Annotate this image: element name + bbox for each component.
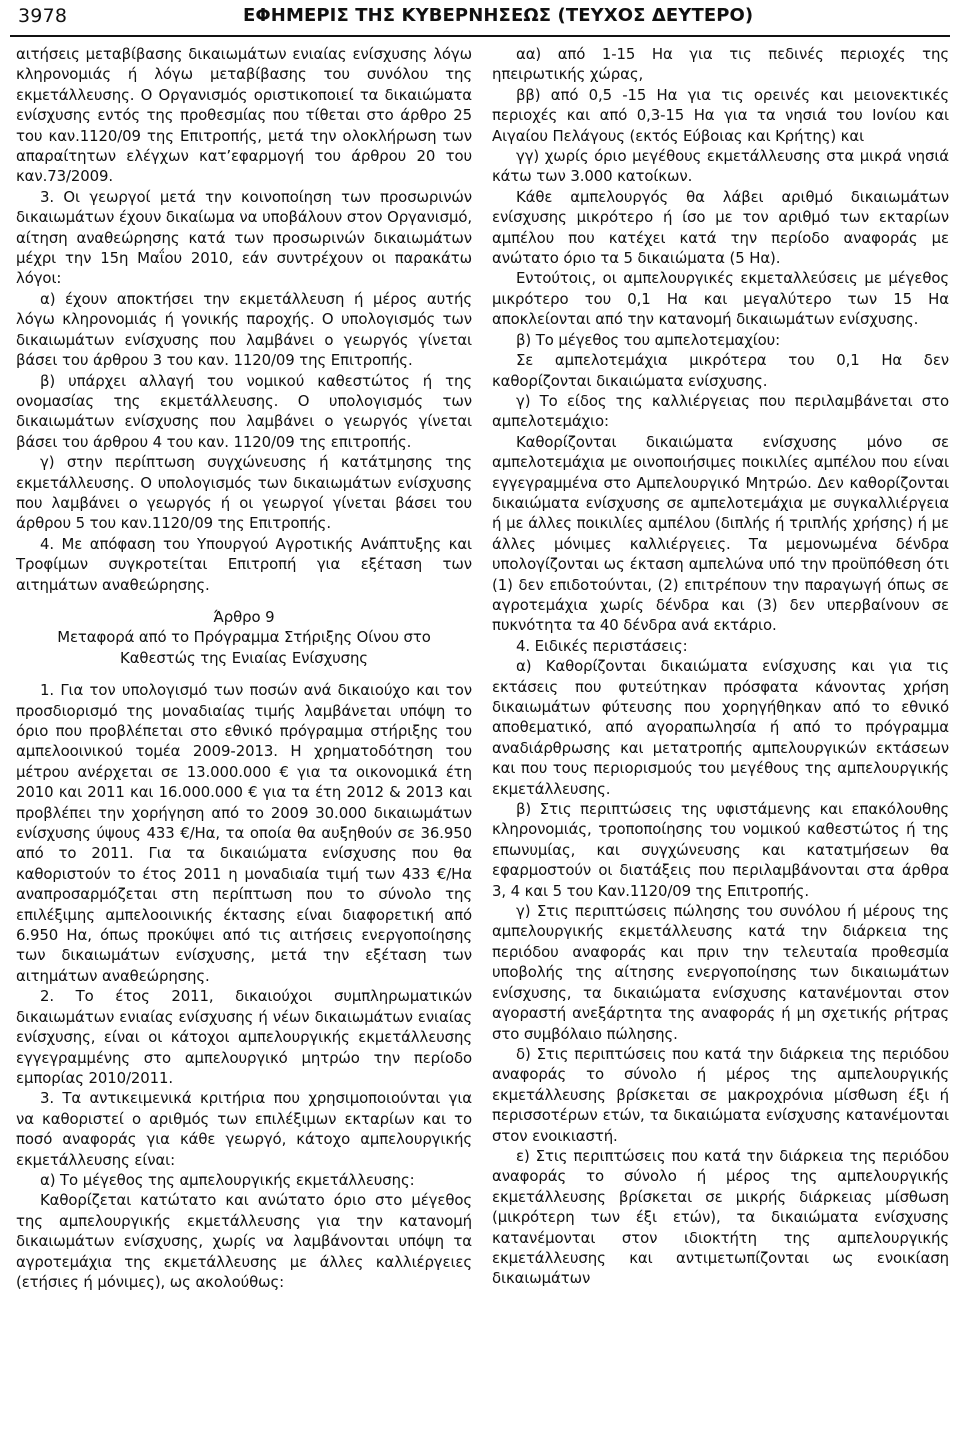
paragraph: α) έχουν αποκτήσει την εκμετάλλευση ή μέρος αυτής λόγω κληρονομιάς ή γονικής παροχής. Ο υπολογισμός των δικαιωμάτων ενίσχυσης που λαμβάνει ο γεωργός γίνεται βάσει του άρθρου 3 του καν. 1120/09 της Επιτροπής. [16, 289, 472, 370]
paragraph: 3. Τα αντικειμενικά κριτήρια που χρησιμοποιούνται για να καθοριστεί ο αριθμός των επιλέξιμων εκταρίων και το ποσό αναφοράς για κάθε γεωργό, κάτοχο αμπελουργικής εκμετάλλευσης είναι: [16, 1089, 472, 1169]
paragraph: Εντούτοις, οι αμπελουργικές εκμεταλλεύσεις με μέγεθος μικρότερο του 0,1 Ηα και μεγαλύτερο των 15 Ηα αποκλείονται από την κατανομή δικαιωμάτων ενίσχυσης. [492, 269, 949, 329]
paragraph: Σε αμπελοτεμάχια μικρότερα του 0,1 Ηα δεν καθορίζονται δικαιώματα ενίσχυσης. [492, 351, 949, 390]
article-title-line: Μεταφορά από το Πρόγραμμα Στήριξης Οίνου στο [57, 628, 431, 647]
article-heading: Άρθρο 9 [213, 607, 275, 626]
paragraph: γ) στην περίπτωση συγχώνευσης ή κατάτμησης της εκμετάλλευσης. Ο υπολογισμός των δικαιωμάτων ενίσχυσης που λαμβάνει ο γεωργός ή οι γεωργοί γίνεται βάσει του άρθρου 5 του καν.1120/09 της Επιτροπής. [16, 453, 472, 533]
paragraph: β) υπάρχει αλλαγή του νομικού καθεστώτος ή της ονομασίας της εκμετάλλευσης. Ο υπολογισμός των δικαιωμάτων ενίσχυσης που λαμβάνει ο γεωργός γίνεται βάσει του άρθρου 4 του καν. 1120/09 της επιτροπής. [16, 371, 472, 451]
paragraph: δ) Στις περιπτώσεις που κατά την διάρκεια της περιόδου αναφοράς το σύνολο ή μέρος της αμπελουργικής εκμετάλλευσης βρίσκεται σε μακροχρόνια μίσθωση έξι ή περισσοτέρων ετών, τα δικαιώματα ενίσχυσης κατανέμονται στον ενοικιαστή. [492, 1044, 949, 1145]
paragraph: α) Καθορίζονται δικαιώματα ενίσχυσης και για τις εκτάσεις που φυτεύτηκαν πρόσφατα κάνοντας χρήση δικαιωμάτων φύτευσης που χορηγήθηκαν από το εθνικό αποθεματικό, από αγοραπωλησία ή από το πρόγραμμα αναδιάρθρωσης και μετατροπής αμπελουργικών εκτάσεων και που τους περιορισμούς του μεγέθους της αμπελουργικής εκμετάλλευσης. [492, 657, 949, 798]
paragraph: 3. Οι γεωργοί μετά την κοινοποίηση των προσωρινών δικαιωμάτων έχουν δικαίωμα να υποβάλουν στον Οργανισμό, αίτηση αναθεώρησης κατά των προσωρινών δικαιωμάτων μέχρι την 15η Μαΐου 2010, εάν συντρέχουν οι παρακάτω λόγοι: [16, 187, 472, 288]
right-column [492, 44, 949, 1289]
paragraph: α) Το μέγεθος της αμπελουργικής εκμετάλλευσης: [40, 1170, 415, 1189]
paragraph: αιτήσεις μεταβίβασης δικαιωμάτων ενιαίας ενίσχυσης λόγω κληρονομιάς ή λόγω μεταβίβασης του συνόλου της εκμετάλλευσης. Ο Οργανισμός οριστικοποιεί τα δικαιώματα ενίσχυσης εντός της προθεσμίας που τίθεται στο άρθρο 25 του καν.1120/09 της Επιτροπής, μετά την ολοκλήρωση των απαραίτητων ελέγχων κατ’εφαρμογή του άρθρου 20 του καν.73/2009. [16, 45, 472, 186]
page-number: 3978 [18, 5, 68, 27]
paragraph: β) Το μέγεθος του αμπελοτεμαχίου: [516, 330, 781, 349]
gazette-title: ΕΦΗΜΕΡΙΣ ΤΗΣ ΚΥΒΕΡΝΗΣΕΩΣ (ΤΕΥΧΟΣ ΔΕΥΤΕΡΟ) [243, 5, 754, 26]
running-header [10, 2, 950, 37]
paragraph: 1. Για τον υπολογισμό των ποσών ανά δικαιούχο και τον προσδιορισμό της μοναδιαίας τιμής λαμβάνεται υπόψη το όριο που προβλέπεται στο εθνικό πρόγραμμα στήριξης του αμπελοοινικού τομέα 2009-2013. Η χρηματοδότηση του μέτρου ανέρχεται σε 13.000.000 € για τα οικονομικά έτη 2010 και 2011 και 16.000.000 € για τα έτη 2012 & 2013 και προβλέπει την χορήγηση από το 2009 30.000 δικαιωμάτων ενίσχυσης ύψους 433 €/Ηα, τα οποία θα αυξηθούν σε 36.950 από το 2011. Για τα δικαιώματα ενίσχυσης που θα καθοριστούν το έτος 2011 η μοναδιαία τιμή των 433 €/Ηα αναπροσαρμόζεται στη περίπτωση που το σύνολο της επιλέξιμης αμπελοοινικής έκτασης είναι διαφορετική από 6.950 Ηα, όπως προκύψει από τις αιτήσεις ενεργοποίησης των δικαιωμάτων ενίσχυσης, μετά την εξέταση των αιτημάτων αναθεώρησης. [16, 681, 472, 985]
paragraph: ε) Στις περιπτώσεις που κατά την διάρκεια της περιόδου αναφοράς το σύνολο ή μέρος της αμπελουργικής εκμετάλλευσης βρίσκεται σε μικρής διάρκειας μίσθωση (μικρότερη των έξι ετών), τα δικαιώματα ενίσχυσης κατανέμονται στον ιδιοκτήτη της αμπελουργικής εκμετάλλευσης και αντιμετωπίζονται ως ενοικίαση δικαιωμάτων [492, 1146, 949, 1288]
paragraph: 2. Το έτος 2011, δικαιούχοι συμπληρωματικών δικαιωμάτων ενιαίας ενίσχυσης ή νέων δικαιωμάτων ενιαίας ενίσχυσης, είναι οι κάτοχοι αμπελουργικής εκμετάλλευσης εγγεγραμμένης στο αμπελουργικό μητρώο την περίοδο εμπορίας 2010/2011. [16, 987, 472, 1087]
paragraph: γγ) χωρίς όριο μεγέθους εκμετάλλευσης στα μικρά νησιά κάτω των 3.000 κατοίκων. [492, 147, 949, 186]
paragraph: 4. Με απόφαση του Υπουργού Αγροτικής Ανάπτυξης και Τροφίμων συγκροτείται Επιτροπή για εξέταση των αιτημάτων αναθεώρησης. [16, 534, 472, 594]
paragraph: Κάθε αμπελουργός θα λάβει αριθμό δικαιωμάτων ενίσχυσης μικρότερο ή ίσο με τον αριθμό των εκταρίων αμπέλου που κατέχει κατά την περίοδο αναφοράς με ανώτατο όριο τα 5 δικαιώματα (5 Ηα). [492, 187, 949, 268]
paragraph: γ) Στις περιπτώσεις πώλησης του συνόλου ή μέρους της αμπελουργικής εκμετάλλευσης κατά την διάρκεια της περιόδου αναφοράς και πριν την τελευταία προθεσμία υποβολής της αίτησης ενεργοποίησης των δικαιωμάτων ενίσχυσης, τα δικαιώματα ενίσχυσης κατανέμονται στον αγοραστή ανεξάρτητα της αναφοράς ή μη σχετικής ρήτρας στο συμβόλαιο πώλησης. [492, 902, 949, 1043]
article-title-line: Καθεστώς της Ενιαίας Ενίσχυσης [120, 648, 368, 667]
paragraph: γ) Το είδος της καλλιέργειας που περιλαμβάνεται στο αμπελοτεμάχιο: [492, 391, 949, 431]
paragraph: Καθορίζονται δικαιώματα ενίσχυσης μόνο σε αμπελοτεμάχια με οινοποιήσιμες ποικιλίες αμπέλου που είναι εγγεγραμμένα στο Αμπελουργικό Μητρώο. Δεν καθορίζονται δικαιώματα ενίσχυσης σε αμπελοτεμάχια με συγκαλλιέργεια ή με άλλες ποικιλίες αμπέλου (διπλής ή τριπλής χρήσης) ή με άλλες μόνιμες καλλιέργειες. Τα μεμονωμένα δένδρα υπολογίζονται ως έκταση αμπελώνα υπό την προϋπόθεση ότι (1) δεν επιδοτούνται, (2) επιτρέπουν την παραγωγή όπως σε αγροτεμάχια χωρίς δένδρα και (3) δεν υπερβαίνουν σε πυκνότητα τα 40 δένδρα ανά εκτάριο. [492, 432, 949, 635]
paragraph: 4. Ειδικές περιστάσεις: [516, 636, 688, 655]
paragraph: Καθορίζεται κατώτατο και ανώτατο όριο στο μέγεθος της αμπελουργικής εκμετάλλευσης για την κατανομή δικαιωμάτων ενίσχυσης, χωρίς να λαμβάνονται υπόψη τα αγροτεμάχια της εκμετάλλευσης με άλλες καλλιέργειες (ετήσιες ή μόνιμες), ως ακολούθως: [16, 1191, 472, 1291]
paragraph: αα) από 1-15 Ηα για τις πεδινές περιοχές της ηπειρωτικής χώρας, [492, 45, 949, 84]
paragraph: ββ) από 0,5 -15 Ηα για τις ορεινές και μειονεκτικές περιοχές και από 0,3-15 Ηα για τα νησιά του Ιονίου και Αιγαίου Πελάγους (εκτός Εύβοιας και Κρήτης) και [492, 85, 949, 145]
paragraph: β) Στις περιπτώσεις της υφιστάμενης και επακόλουθης κληρονομιάς, τροποποίησης του νομικού καθεστώτος ή της επωνυμίας, και συγχώνευσης και κατατμήσεων θα εφαρμοστούν οι διατάξεις που περιλαμβάνονται στα άρθρα 3, 4 και 5 του Καν.1120/09 της Επιτροπής. [492, 800, 949, 900]
left-column [16, 44, 472, 1292]
